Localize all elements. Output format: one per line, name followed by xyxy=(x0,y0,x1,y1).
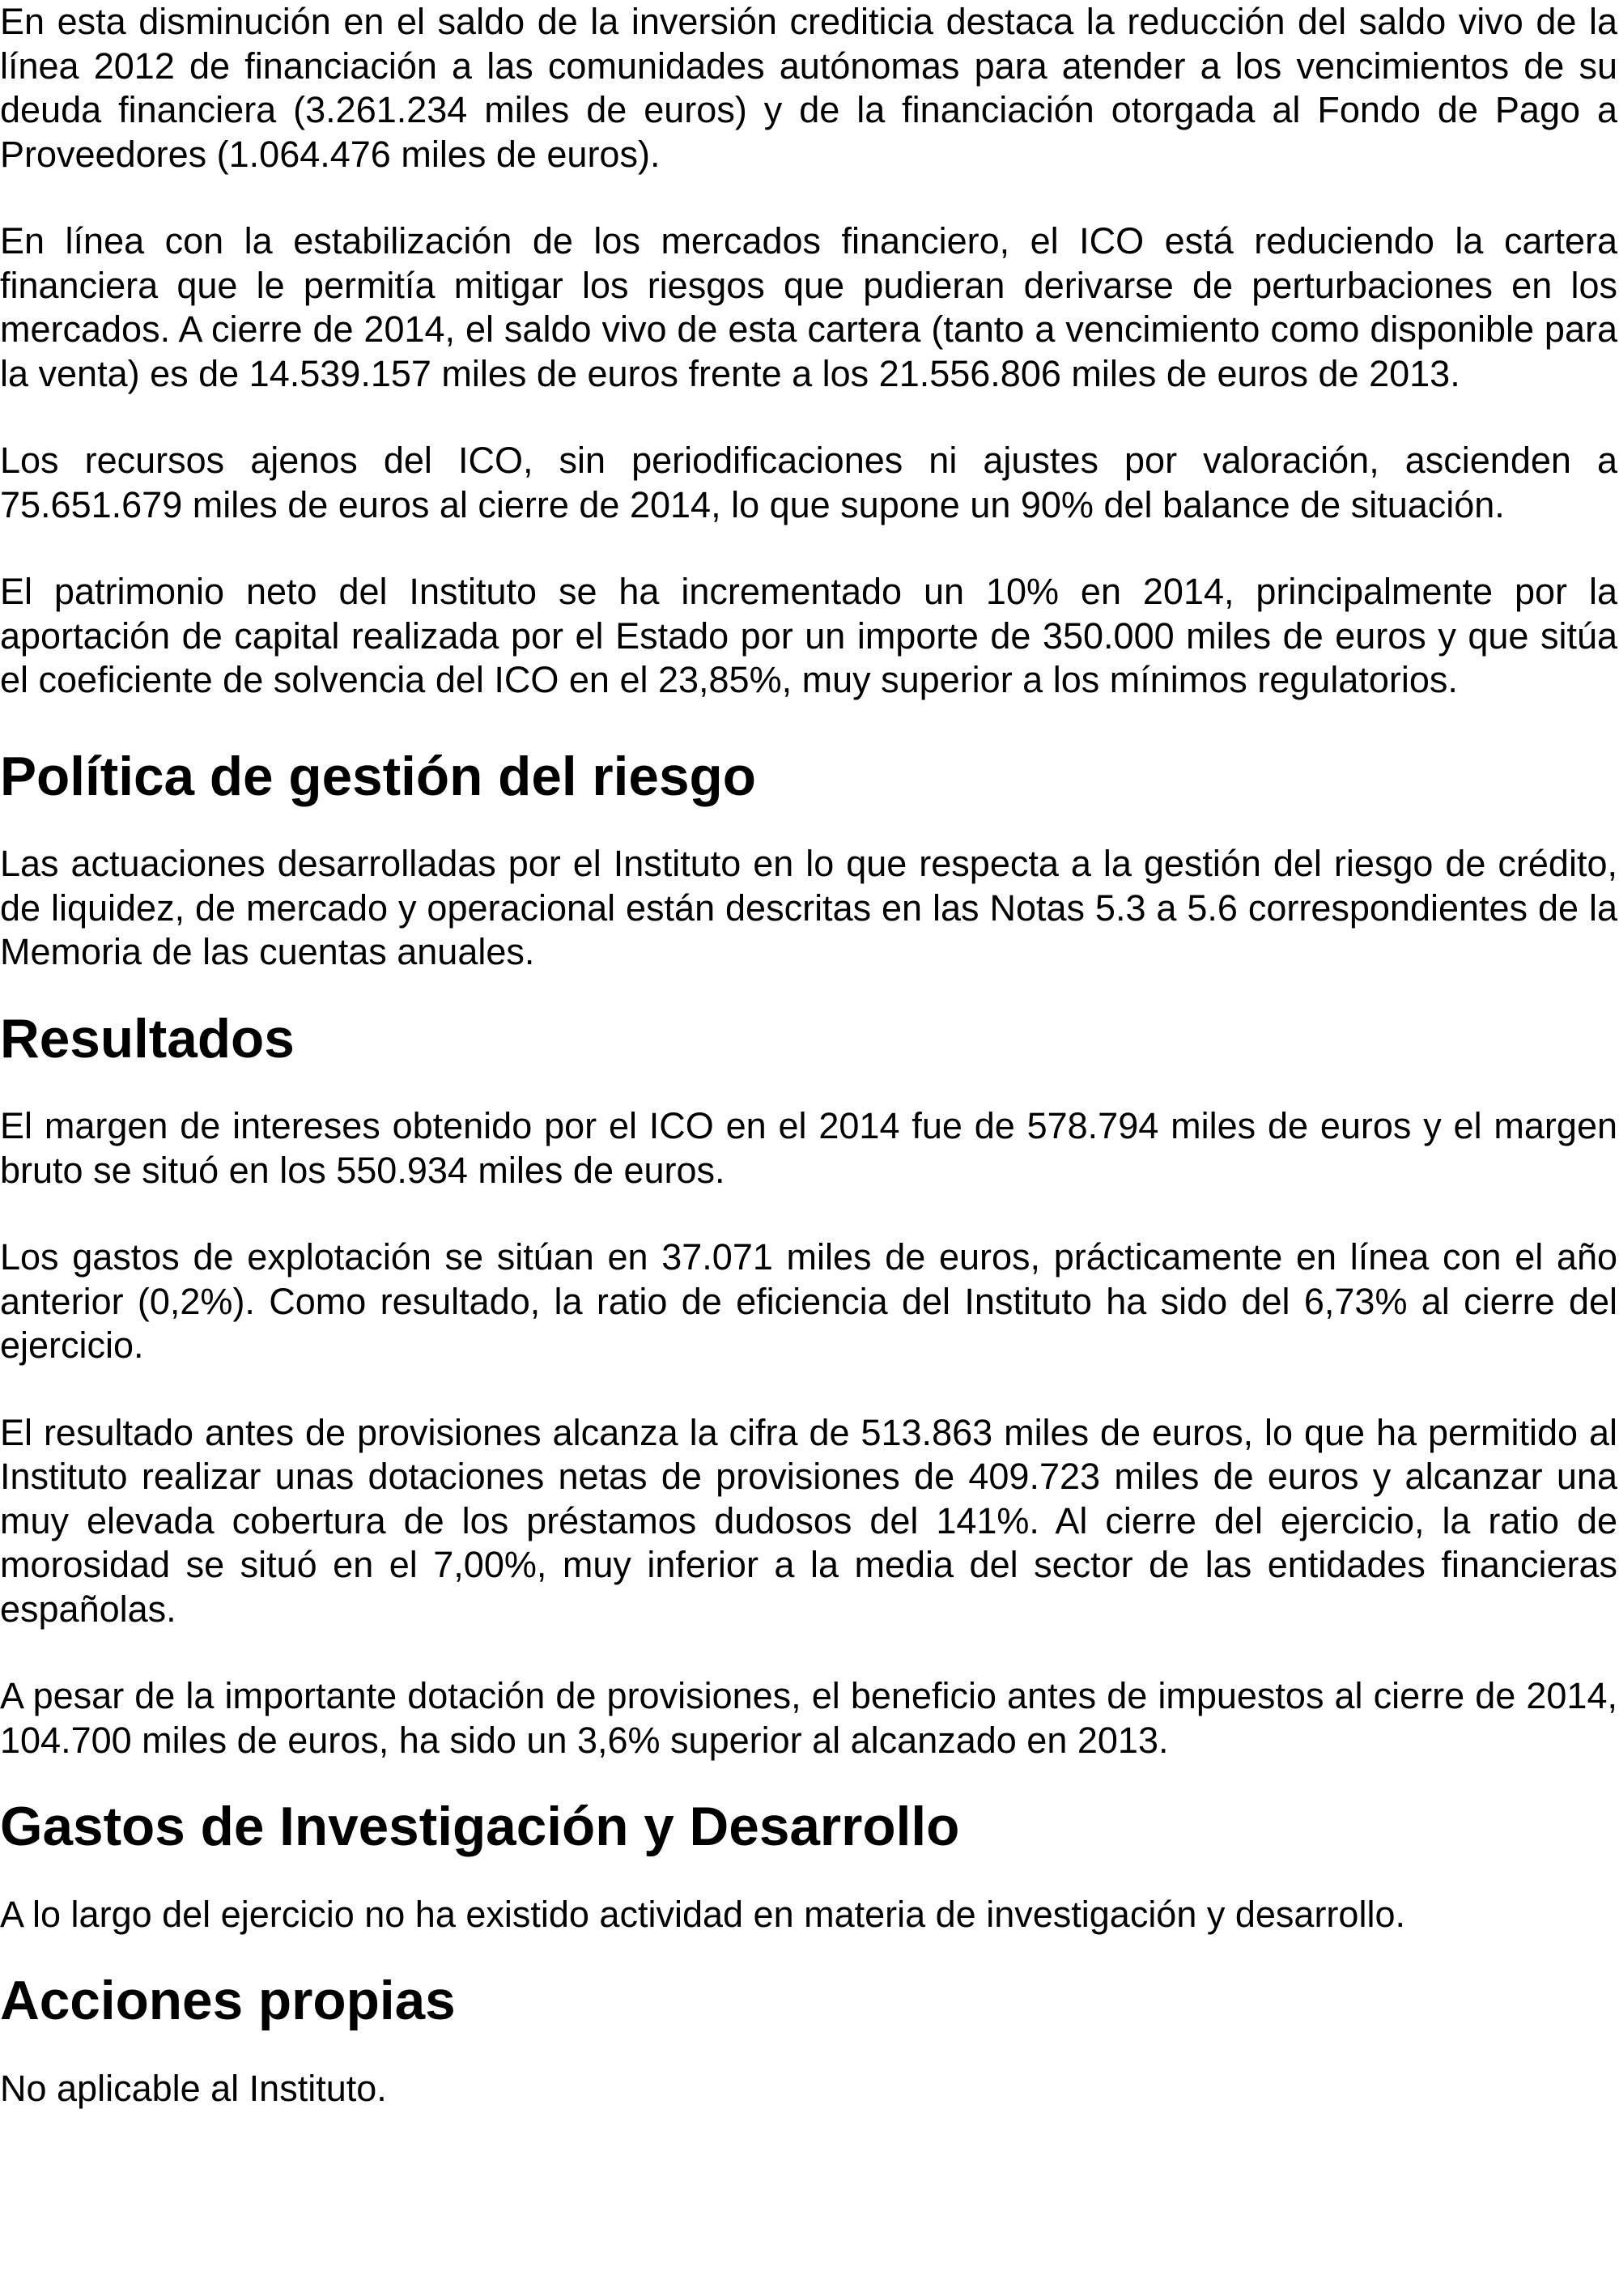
paragraph-resultado-provisiones: El resultado antes de provisiones alcanza la cifra de 513.863 miles de euros, lo que ha permitido al Instituto realizar unas dotaciones netas de provisiones de 409.723 miles de euros y alcanzar una muy elevada cobertura de los préstamos dudosos del 141%. Al cierre del ejercicio, la ratio de morosidad se situó en el 7,00%, muy inferior a la media del sector de las entidades financieras españolas. xyxy=(0,1411,1617,1630)
heading-acciones-propias: Acciones propias xyxy=(0,1971,456,2031)
heading-politica-riesgo: Política de gestión del riesgo xyxy=(0,746,756,807)
paragraph-margen-intereses: El margen de intereses obtenido por el ICO en el 2014 fue de 578.794 miles de euros y el margen bruto se situó en los 550.934 miles de euros. xyxy=(0,1105,1617,1191)
paragraph-gastos-explotacion: Los gastos de explotación se sitúan en 37.071 miles de euros, prácticamente en línea con el año anterior (0,2%). Como resultado, la ratio de eficiencia del Instituto ha sido del 6,73% al cierre del ejercicio. xyxy=(0,1236,1617,1366)
paragraph-politica-riesgo: Las actuaciones desarrolladas por el Instituto en lo que respecta a la gestión del riesgo de crédito, de liquidez, de mercado y operacional están descritas en las Notas 5.3 a 5.6 correspondientes de la Memoria de las cuentas anuales. xyxy=(0,843,1617,972)
heading-investigacion-desarrollo: Gastos de Investigación y Desarrollo xyxy=(0,1796,960,1857)
paragraph-recursos-ajenos: Los recursos ajenos del ICO, sin periodificaciones ni ajustes por valoración, ascienden a 75.651.679 miles de euros al cierre de 2014, lo que supone un 90% del balance de situación. xyxy=(0,440,1617,525)
paragraph-inversion-crediticia: En esta disminución en el saldo de la inversión crediticia destaca la reducción del saldo vivo de la línea 2012 de financiación a las comunidades autónomas para atender a los vencimientos de su deuda financiera (3.261.234 miles de euros) y de la financiación otorgada al Fondo de Pago a Proveedores (1.064.476 miles de euros). xyxy=(0,1,1617,175)
paragraph-acciones-propias: No aplicable al Instituto. xyxy=(0,2067,387,2109)
paragraph-beneficio-impuestos: A pesar de la importante dotación de provisiones, el beneficio antes de impuestos al cierre de 2014, 104.700 miles de euros, ha sido un 3,6% superior al alcanzado en 2013. xyxy=(0,1675,1617,1761)
paragraph-investigacion-desarrollo: A lo largo del ejercicio no ha existido actividad en materia de investigación y desarrollo. xyxy=(0,1893,1405,1935)
paragraph-cartera-financiera: En línea con la estabilización de los mercados financiero, el ICO está reduciendo la cartera financiera que le permitía mitigar los riesgos que pudieran derivarse de perturbaciones en los mercados. A cierre de 2014, el saldo vivo de esta cartera (tanto a vencimiento como disponible para la venta) es de 14.539.157 miles de euros frente a los 21.556.806 miles de euros de 2013. xyxy=(0,220,1617,394)
paragraph-patrimonio-neto: El patrimonio neto del Instituto se ha incrementado un 10% en 2014, principalmente por la aportación de capital realizada por el Estado por un importe de 350.000 miles de euros y que sitúa el coeficiente de solvencia del ICO en el 23,85%, muy superior a los mínimos regulatorios. xyxy=(0,571,1617,700)
heading-resultados: Resultados xyxy=(0,1008,295,1069)
